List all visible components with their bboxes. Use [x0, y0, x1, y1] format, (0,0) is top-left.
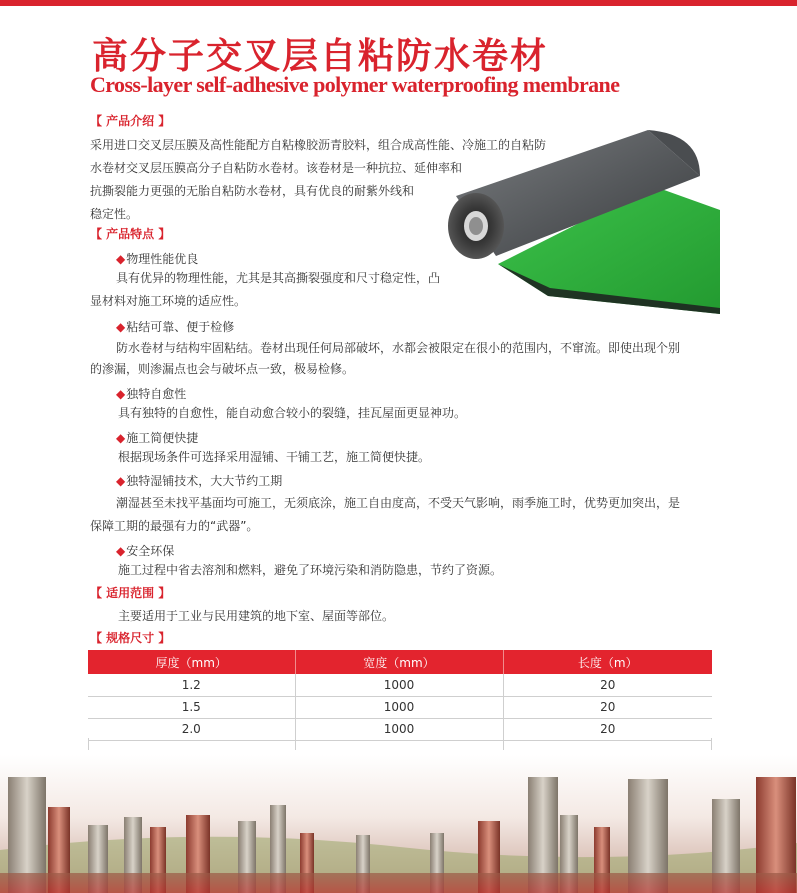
- diamond-bullet-icon: ◆: [116, 544, 126, 558]
- features-heading: 【 产品特点 】: [90, 227, 171, 241]
- scope-heading: 【 适用范围 】: [90, 586, 171, 600]
- table-cell: 1.5: [88, 696, 295, 718]
- diamond-bullet-icon: ◆: [116, 252, 126, 266]
- column-header: 长度（m）: [503, 650, 712, 674]
- table-end-ticks: [88, 738, 712, 750]
- city-skyline-banner: [0, 755, 797, 893]
- table-cell: 1.2: [88, 674, 295, 696]
- diamond-bullet-icon: ◆: [116, 320, 126, 334]
- intro-line: 采用进口交叉层压膜及高性能配方自粘橡胶沥青胶料，组合成高性能、冷施工的自粘防: [90, 138, 547, 152]
- feature-text: 显材料对施工环境的适应性。: [90, 294, 247, 308]
- spec-table: [88, 650, 712, 741]
- feature-text: 保障工期的最强有力的“武器”。: [90, 519, 259, 533]
- roll-core-hole-shape: [469, 217, 483, 235]
- top-accent-bar: [0, 0, 797, 6]
- table-cell: 1000: [295, 718, 503, 740]
- feature-text: 施工过程中省去溶剂和燃料，避免了环境污染和消防隐患，节约了资源。: [118, 563, 503, 577]
- table-header-row: [88, 650, 712, 674]
- diamond-bullet-icon: ◆: [116, 387, 126, 401]
- intro-line: 抗撕裂能力更强的无胎自粘防水卷材，具有优良的耐紫外线和: [90, 184, 415, 198]
- table-row: [88, 696, 712, 718]
- diamond-bullet-icon: ◆: [116, 431, 126, 445]
- feature-text: 的渗漏，则渗漏点也会与破坏点一致，极易检修。: [90, 362, 355, 376]
- column-header: 厚度（mm）: [88, 650, 295, 674]
- feature-title: ◆独特自愈性: [116, 387, 187, 401]
- specs-heading: 【 规格尺寸 】: [90, 631, 171, 645]
- diamond-bullet-icon: ◆: [116, 474, 126, 488]
- feature-title: ◆安全环保: [116, 544, 175, 558]
- feature-title: ◆物理性能优良: [116, 252, 199, 266]
- scope-text: 主要适用于工业与民用建筑的地下室、屋面等部位。: [118, 609, 395, 623]
- table-cell: 1000: [295, 696, 503, 718]
- table-row: [88, 674, 712, 696]
- membrane-roll-image: [438, 124, 720, 314]
- table-cell: 1000: [295, 674, 503, 696]
- feature-text: 具有优异的物理性能，尤其是其高撕裂强度和尺寸稳定性，凸: [116, 271, 441, 285]
- intro-line: 水卷材交叉层压膜高分子自粘防水卷材。该卷材是一种抗拉、延伸率和: [90, 161, 463, 175]
- feature-title: ◆独特湿铺技术，大大节约工期: [116, 474, 283, 488]
- page-subtitle-en: Cross-layer self-adhesive polymer waterproofing membrane: [90, 72, 620, 97]
- intro-heading: 【 产品介绍 】: [90, 114, 171, 128]
- feature-text: 根据现场条件可选择采用湿铺、干铺工艺，施工简便快捷。: [118, 450, 431, 464]
- table-cell: 2.0: [88, 718, 295, 740]
- table-row: [88, 718, 712, 740]
- page-title: 高分子交叉层自粘防水卷材: [92, 36, 549, 77]
- feature-title: ◆粘结可靠、便于检修: [116, 320, 235, 334]
- feature-text: 具有独特的自愈性，能自动愈合较小的裂缝，挂瓦屋面更显神功。: [118, 406, 467, 420]
- table-cell: 20: [503, 674, 712, 696]
- feature-title: ◆施工简便快捷: [116, 431, 199, 445]
- table-cell: 20: [503, 718, 712, 740]
- column-header: 宽度（mm）: [295, 650, 503, 674]
- feature-text: 潮湿甚至未找平基面均可施工，无须底涂，施工自由度高，不受天气影响，雨季施工时，优势更加突出，是: [116, 496, 681, 510]
- table-cell: 20: [503, 696, 712, 718]
- intro-line: 稳定性。: [90, 207, 139, 221]
- feature-text: 防水卷材与结构牢固粘结。卷材出现任何局部破坏，水都会被限定在很小的范围内，不窜流。即使出现个别: [116, 341, 681, 355]
